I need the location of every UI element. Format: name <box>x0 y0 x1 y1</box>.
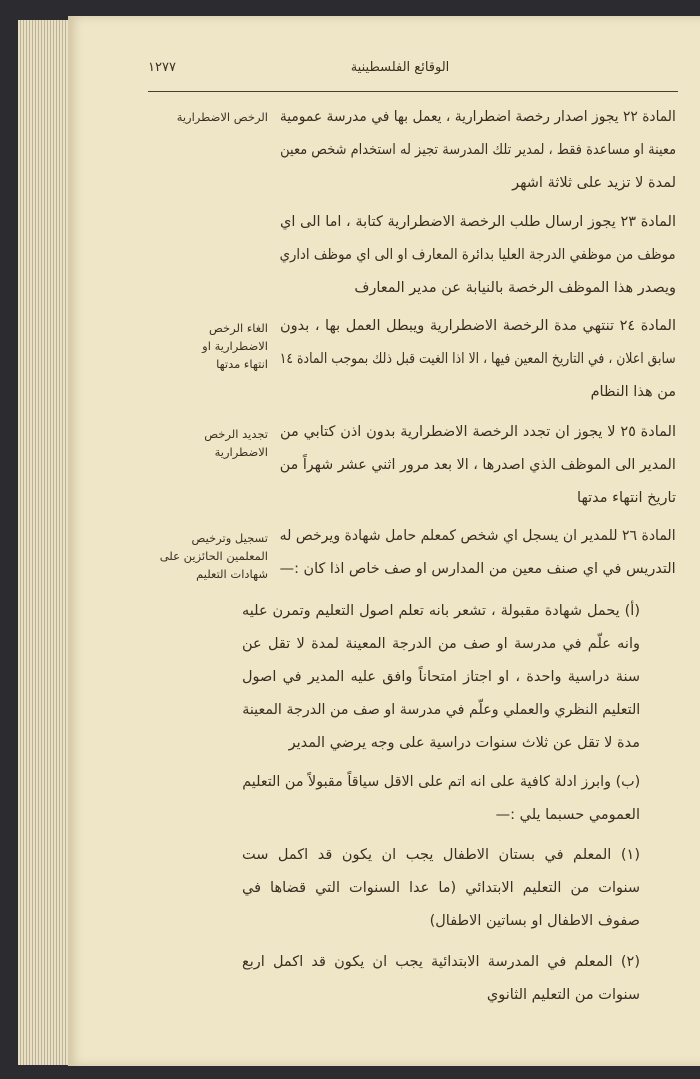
clause-line: مدة لا تقل عن ثلاث سنوات دراسية على وجه يرضي المدير <box>288 735 640 751</box>
article-line: المادة ٢٤ تنتهي مدة الرخصة الاضطرارية ويبطل العمل بها ، بدون <box>280 318 676 334</box>
article-line: المادة ٢٥ لا يجوز ان تجدد الرخصة الاضطرارية بدون اذن كتابي من <box>280 424 676 440</box>
clause-line: سنوات من التعليم الثانوي <box>486 987 640 1003</box>
margin-note: انتهاء مدتها <box>216 357 268 371</box>
margin-note: تجديد الرخص <box>204 427 268 441</box>
article-line: موظف من موظفي الدرجة العليا بدائرة المعارف او الى اي موظف اداري <box>280 247 676 263</box>
article-line: المادة ٢٦ للمدير ان يسجل اي شخص كمعلم حامل شهادة ويرخص له <box>279 528 676 544</box>
article-line: المادة ٢٣ يجوز ارسال طلب الرخصة الاضطرارية كتابة ، اما الى اي <box>280 214 676 230</box>
margin-note: المعلمين الحائزين على <box>159 549 268 563</box>
article-line: المادة ٢٢ يجوز اصدار رخصة اضطرارية ، يعمل بها في مدرسة عمومية <box>280 109 676 125</box>
article-line: سابق اعلان ، في التاريخ المعين فيها ، الا اذا الغيت قبل ذلك بموجب المادة ١٤ <box>279 351 676 367</box>
running-title: الوقائع الفلسطينية <box>350 60 450 75</box>
margin-note: الغاء الرخص <box>208 321 268 335</box>
clause-line: العمومي حسبما يلي :— <box>495 807 640 823</box>
clause-line: صفوف الاطفال او بساتين الاطفال) <box>429 913 640 929</box>
margin-note: شهادات التعليم <box>196 567 268 581</box>
clause-line: (١) المعلم في بستان الاطفال يجب ان يكون قد اكمل ست <box>242 847 640 863</box>
clause-line: وانه علّم في مدرسة او صف من الدرجة المعينة لمدة لا تقل عن <box>242 636 640 652</box>
article-line: تاريخ انتهاء مدتها <box>577 490 676 506</box>
article-line: ويصدر هذا الموظف الرخصة بالنيابة عن مدير المعارف <box>354 280 676 296</box>
article-line: التدريس في اي صنف معين من المدارس او صف خاص اذا كان :— <box>280 561 676 577</box>
article-line: معينة او مساعدة فقط ، لمدير تلك المدرسة تجيز له استخدام شخص معين <box>280 142 676 158</box>
margin-note: الرخص الاضطرارية <box>176 110 268 124</box>
clause-line: سنوات من التعليم الابتدائي (ما عدا السنوات التي قضاها في <box>242 880 640 896</box>
clause-line: (ب) وابرز ادلة كافية على انه اتم على الاقل سياقاً مقبولاً من التعليم <box>241 774 640 790</box>
clause-line: (أ) يحمل شهادة مقبولة ، تشعر بانه تعلم اصول التعليم وتمرن عليه <box>242 603 640 619</box>
page-edges <box>18 20 70 1065</box>
clause-line: التعليم النظري والعملي وعلّم في مدرسة او صف من الدرجة المعينة <box>242 702 640 718</box>
margin-note: الاضطرارية او <box>202 339 268 353</box>
article-line: المدير الى الموظف الذي اصدرها ، الا بعد مرور اثني عشر شهراً من <box>280 457 676 473</box>
article-line: من هذا النظام <box>590 384 676 400</box>
header-rule <box>148 91 678 92</box>
clause-line: (٢) المعلم في المدرسة الابتدائية يجب ان يكون قد اكمل اربع <box>242 954 640 970</box>
clause-line: سنة دراسية واحدة ، او اجتاز امتحاناً وافق عليه المدير في اصول <box>242 669 640 685</box>
margin-note: الاضطرارية <box>214 445 268 459</box>
article-line: لمدة لا تزيد على ثلاثة اشهر <box>512 175 676 191</box>
margin-note: تسجيل وترخيص <box>191 531 268 545</box>
page-number: ١٢٧٧ <box>148 60 176 75</box>
